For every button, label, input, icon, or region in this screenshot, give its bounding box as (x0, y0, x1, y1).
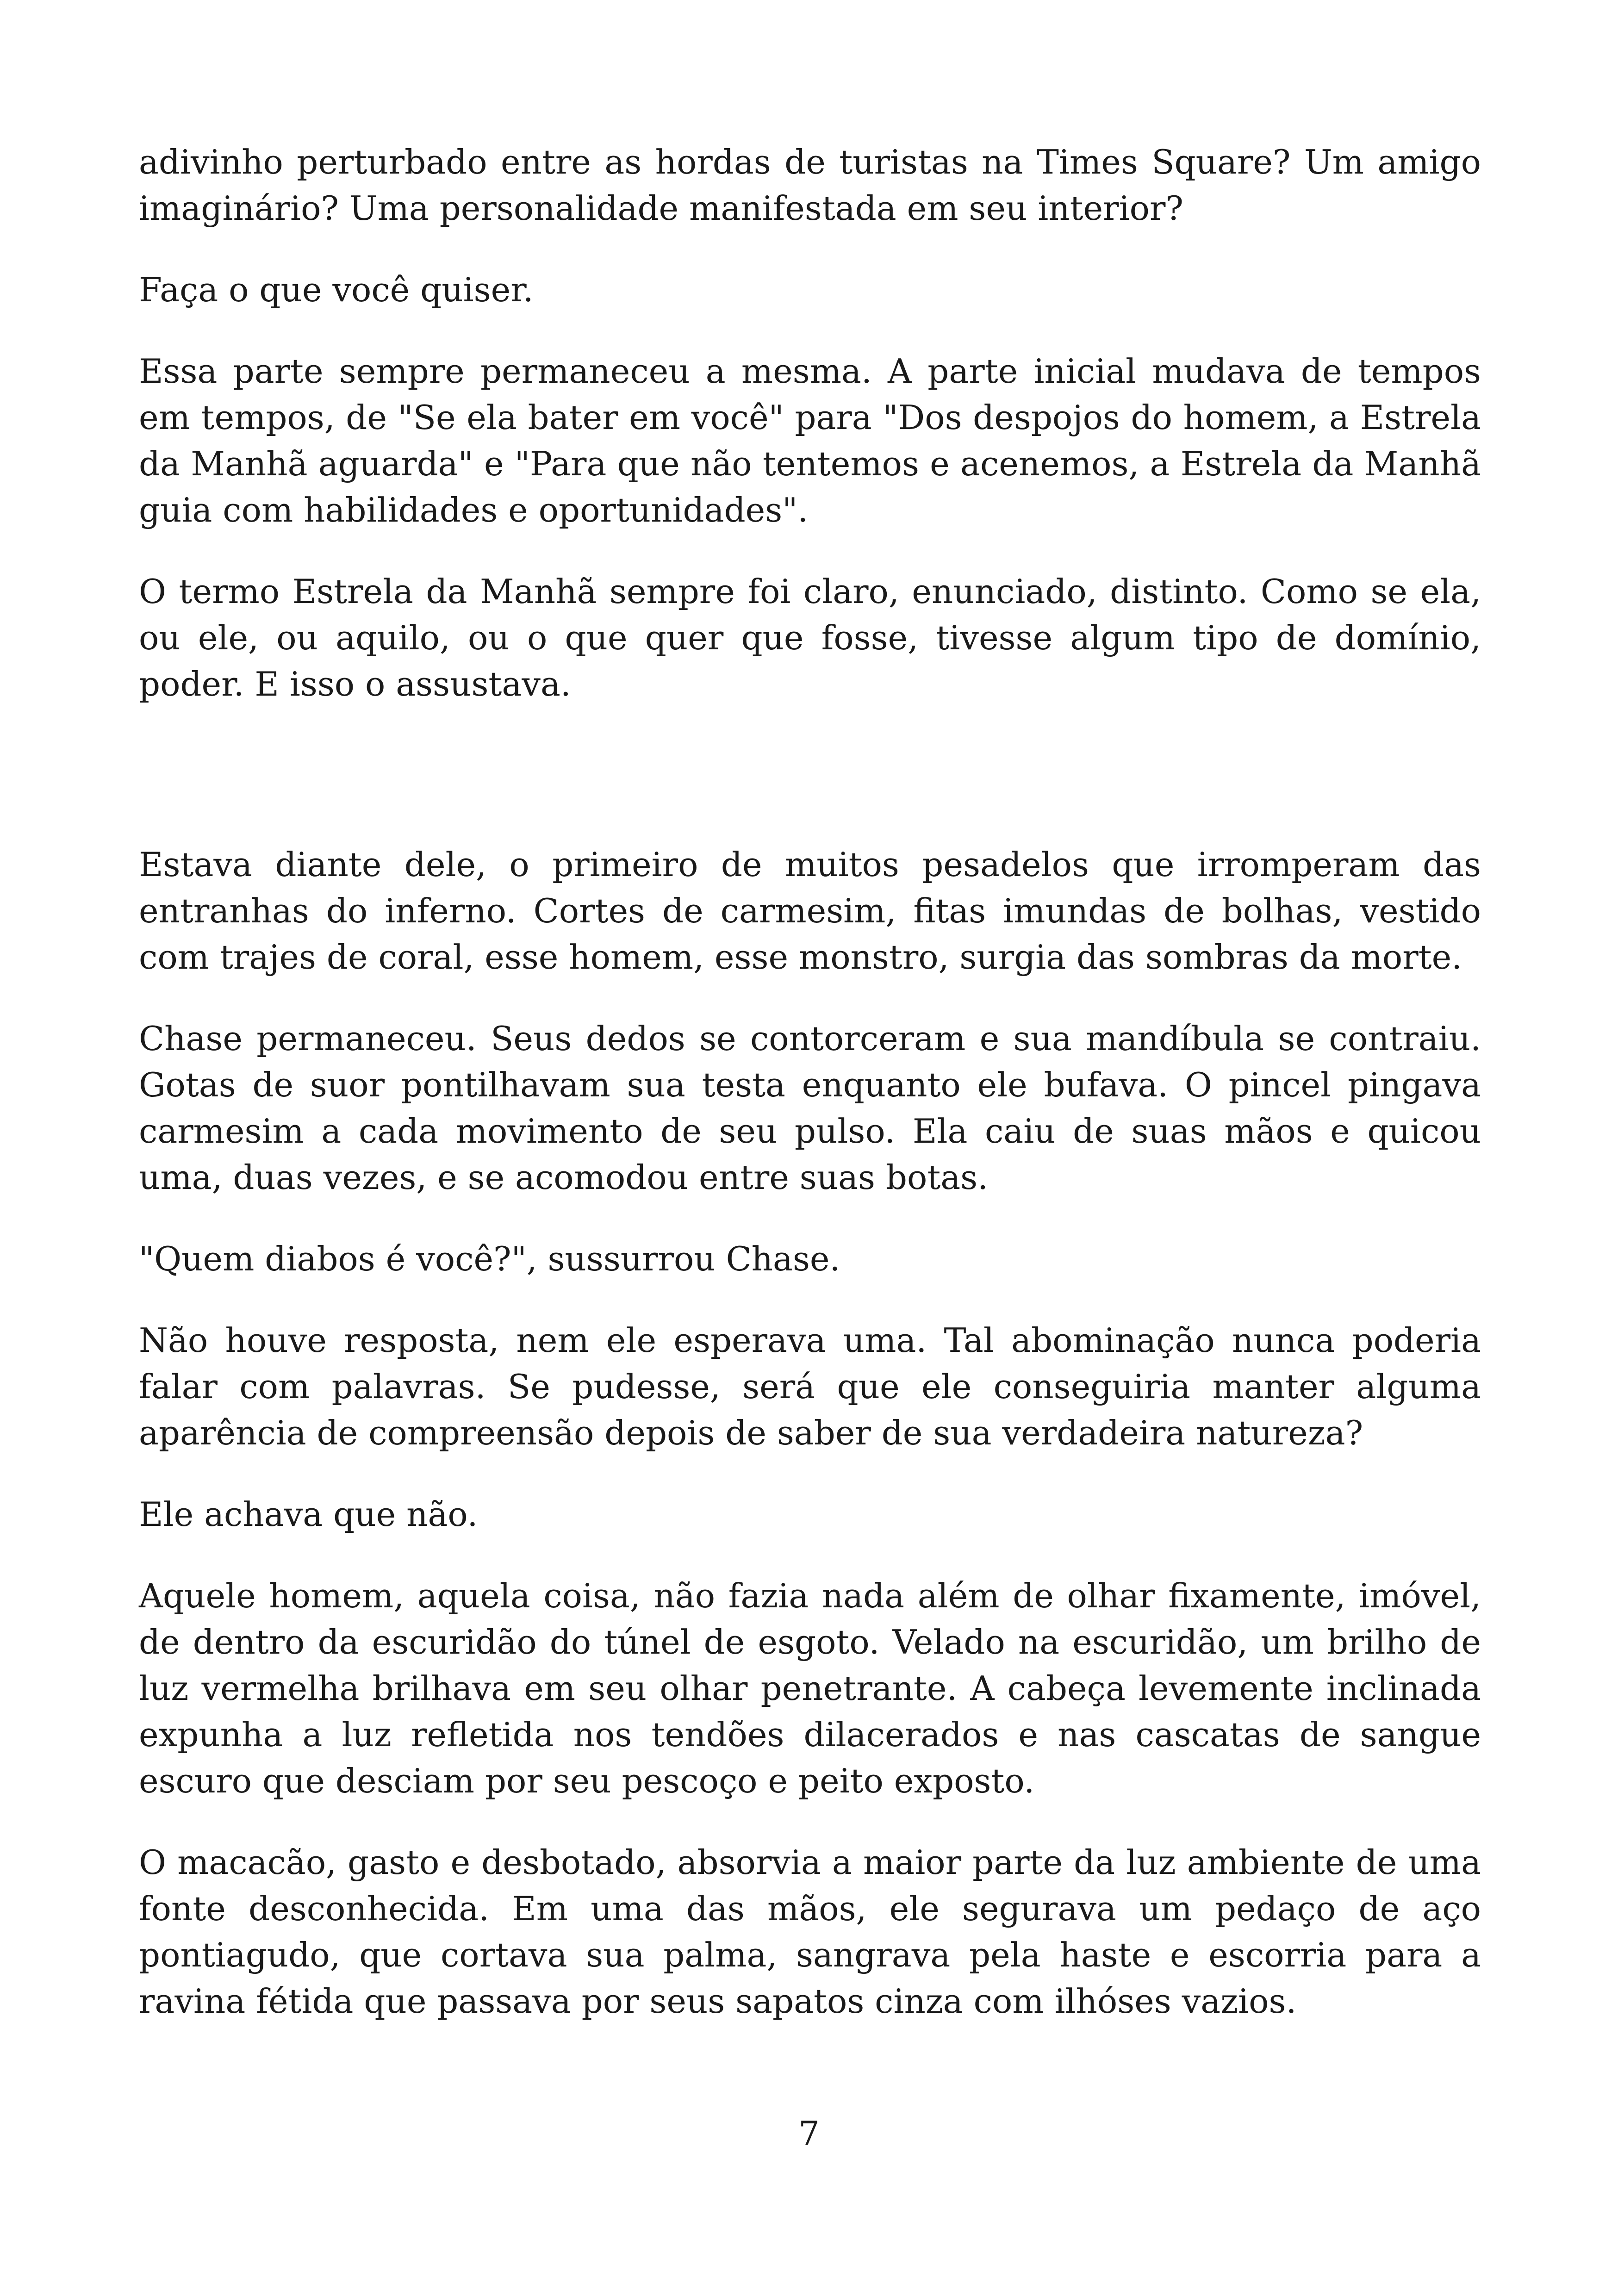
paragraph-gap (139, 533, 1481, 568)
paragraph: Essa parte sempre permaneceu a mesma. A parte inicial mudava de tempos em tempos, de "Se ela bater em você" para "Dos despojos do homem, a Estrela da Manhã aguarda" e "Para que não tentemos e acenemos, a Estrela da Manhã guia com habilidades e oportunidades". (139, 352, 1481, 529)
paragraph-gap (139, 980, 1481, 1015)
paragraph: adivinho perturbado entre as hordas de turistas na Times Square? Um amigo imaginário? Uma personalidade manifestada em seu interior? (139, 143, 1481, 228)
paragraph-gap (139, 1282, 1481, 1317)
paragraph: "Quem diabos é você?", sussurrou Chase. (139, 1239, 840, 1278)
paragraph: Faça o que você quiser. (139, 270, 534, 309)
paragraph-gap (139, 231, 1481, 267)
section-break (139, 707, 1481, 841)
paragraph: Não houve resposta, nem ele esperava uma. Tal abominação nunca poderia falar com palavras. Se pudesse, será que ele conseguiria manter alguma aparência de compreensão depois de saber de sua verdadeira natureza? (139, 1321, 1481, 1452)
paragraph: Estava diante dele, o primeiro de muitos pesadelos que irromperam das entranhas do inferno. Cortes de carmesim, fitas imundas de bolhas, vestido com trajes de coral, esse homem, esse monstro, surgia das sombras da morte. (139, 845, 1481, 977)
page-body (139, 139, 1481, 2024)
paragraph-gap (139, 1201, 1481, 1236)
paragraph-gap (139, 1804, 1481, 1839)
paragraph: Aquele homem, aquela coisa, não fazia nada além de olhar fixamente, imóvel, de dentro da escuridão do túnel de esgoto. Velado na escuridão, um brilho de luz vermelha brilhava em seu olhar penetrante. A cabeça levemente inclinada expunha a luz refletida nos tendões dilacerados e nas cascatas de sangue escuro que desciam por seu pescoço e peito exposto. (139, 1576, 1481, 1800)
paragraph: O termo Estrela da Manhã sempre foi claro, enunciado, distinto. Como se ela, ou ele, ou aquilo, ou o que quer que fosse, tivesse algum tipo de domínio, poder. E isso o assustava. (139, 572, 1481, 703)
paragraph: Ele achava que não. (139, 1495, 478, 1534)
paragraph-gap (139, 1456, 1481, 1491)
page-number: 7 (798, 2114, 820, 2153)
paragraph: Chase permaneceu. Seus dedos se contorceram e sua mandíbula se contraiu. Gotas de suor pontilhavam sua testa enquanto ele bufava. O pincel pingava carmesim a cada movimento de seu pulso. Ela caiu de suas mãos e quicou uma, duas vezes, e se acomodou entre suas botas. (139, 1019, 1481, 1197)
paragraph-gap (139, 1537, 1481, 1573)
paragraph-gap (139, 313, 1481, 348)
paragraph: O macacão, gasto e desbotado, absorvia a maior parte da luz ambiente de uma fonte desconhecida. Em uma das mãos, ele segurava um pedaço de aço pontiagudo, que cortava sua palma, sangrava pela haste e escorria para a ravina fétida que passava por seus sapatos cinza com ilhóses vazios. (139, 1843, 1481, 2021)
